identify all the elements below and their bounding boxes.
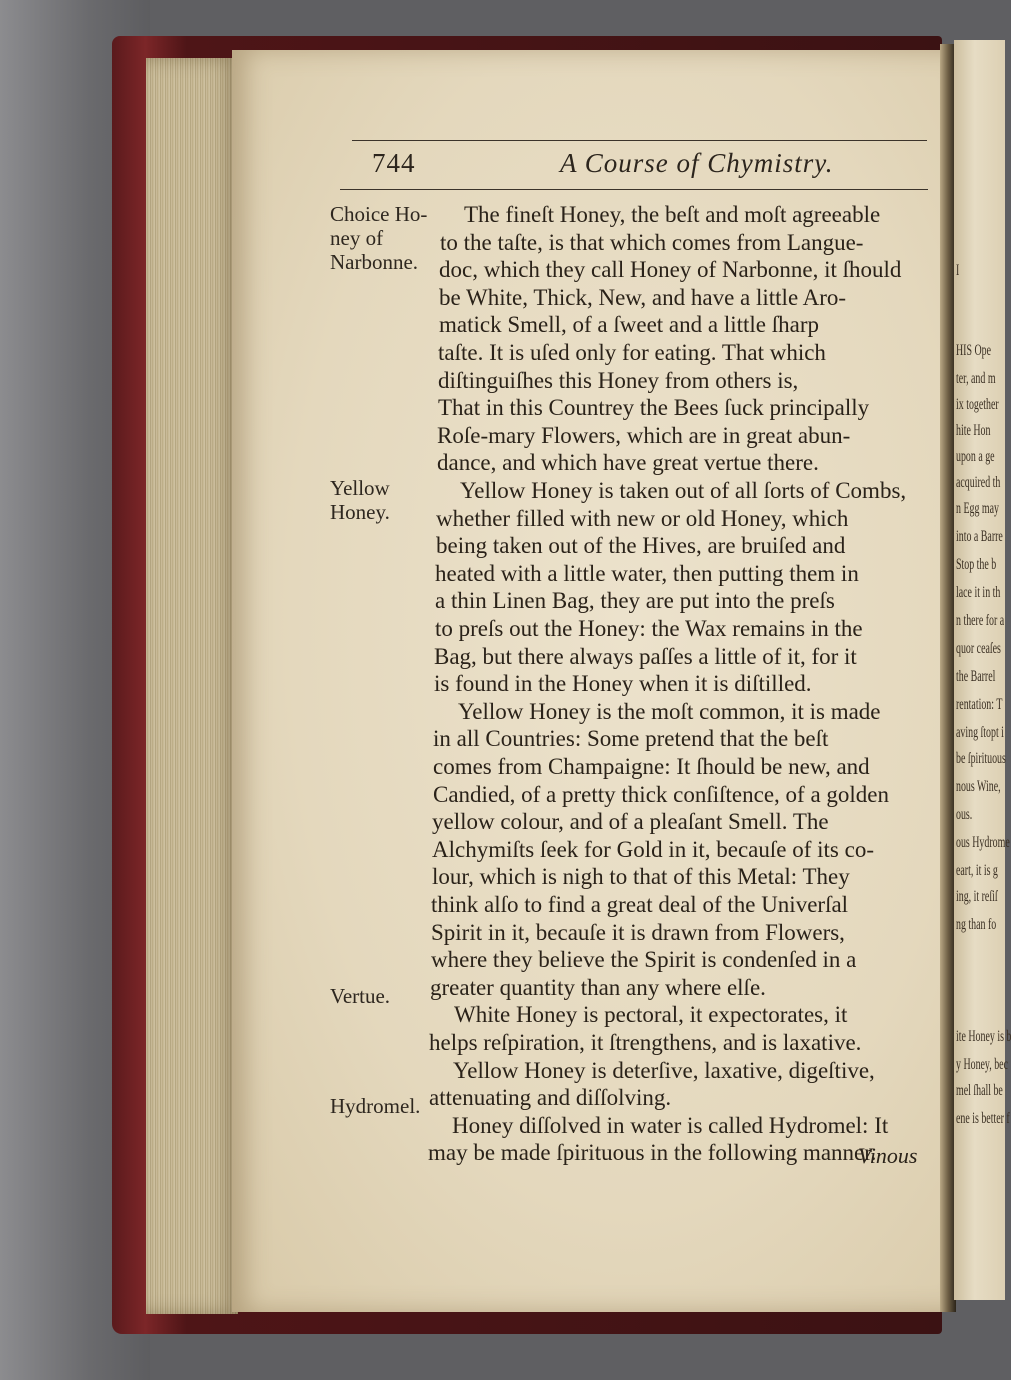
margin-note-line: Honey. <box>330 500 390 524</box>
body-line: comes from Champaigne: It ſhould be new, and <box>433 754 870 779</box>
body-line: think alſo to find a great deal of the Univerſal <box>431 892 849 917</box>
body-line: dance, and which have great vertue there. <box>437 450 819 475</box>
body-line: attenuating and diſſolving. <box>429 1085 672 1110</box>
body-line: to the taſte, is that which comes from Langue- <box>440 230 864 255</box>
body-line: may be made ſpirituous in the following manner. <box>428 1140 877 1165</box>
facing-page-fragment: upon a ge <box>956 448 995 465</box>
facing-page-fragment: n Egg may <box>956 500 999 517</box>
margin-note-line: Yellow <box>330 476 390 500</box>
page-edges <box>146 58 238 1314</box>
facing-page-fragment: ene is better f <box>956 1110 1010 1127</box>
margin-note-line: Hydromel. <box>330 1094 421 1118</box>
facing-page-fragment: mel ſhall be <box>956 1082 1003 1099</box>
margin-note-line: ney of <box>330 226 384 250</box>
body-line: doc, which they call Honey of Narbonne, it ſhould <box>439 257 902 282</box>
body-line: Roſe-mary Flowers, which are in great abun- <box>437 423 851 448</box>
body-line: That in this Countrey the Bees ſuck principally <box>438 395 870 420</box>
body-line: Honey diſſolved in water is called Hydromel: It <box>452 1113 889 1138</box>
margin-note-line: Vertue. <box>330 984 391 1008</box>
body-line: whether filled with new or old Honey, which <box>436 506 849 531</box>
page-number: 744 <box>372 148 416 178</box>
facing-page-fragment: ite Honey is b <box>956 1028 1011 1045</box>
facing-page <box>954 40 1011 1300</box>
body-line: Candied, of a pretty thick conſiſtence, of a golden <box>433 782 890 807</box>
margin-note-line: Narbonne. <box>330 250 419 274</box>
facing-page-fragment: quor ceaſes <box>956 640 1001 657</box>
facing-page-fragment: ous Hydrome <box>956 834 1010 851</box>
facing-page-fragment: ing, it reſiſ <box>956 888 998 905</box>
body-line: White Honey is pectoral, it expectorates, it <box>454 1002 848 1027</box>
facing-page-fragment: HIS Ope <box>956 342 991 359</box>
facing-page-fragment: aving ſtopt i <box>956 724 1004 741</box>
facing-page-fragment: lace it in th <box>956 584 1001 601</box>
margin-note-vertue <box>330 984 440 1008</box>
body-line: Yellow Honey is taken out of all ſorts of Combs, <box>460 478 907 503</box>
body-line: is found in the Honey when it is diſtilled. <box>434 671 812 696</box>
body-line: Spirit in it, becauſe it is drawn from Flowers, <box>431 920 845 945</box>
body-line: Yellow Honey is the moſt common, it is made <box>458 699 881 724</box>
facing-page-fragment: acquired th <box>956 474 1001 491</box>
facing-page-fragment: hite Hon <box>956 422 991 439</box>
body-line: heated with a little water, then putting them in <box>435 561 859 586</box>
running-head: A Course of Chymistry. <box>560 148 834 178</box>
body-line: The fineſt Honey, the beſt and moſt agreeable <box>464 202 881 227</box>
body-line: Bag, but there always paſſes a little of it, for it <box>434 644 857 669</box>
body-line: being taken out of the Hives, are bruiſed and <box>436 533 846 558</box>
body-line: diſtinguiſhes this Honey from others is, <box>438 368 799 393</box>
facing-page-fragment: I <box>956 262 960 279</box>
facing-page-fragment: ng than fo <box>956 916 997 933</box>
body-line: yellow colour, and of a pleaſant Smell. The <box>432 809 829 834</box>
facing-page-fragment: Stop the b <box>956 556 997 573</box>
facing-page-fragment: ous. <box>956 806 973 823</box>
body-line: where they believe the Spirit is condenſed in a <box>431 947 857 972</box>
header-rule-bottom <box>340 189 928 190</box>
body-line: lour, which is nigh to that of this Metal: They <box>432 864 850 889</box>
body-line: helps reſpiration, it ſtrengthens, and is laxative. <box>429 1030 862 1055</box>
facing-page-fragment: ter, and m <box>956 370 996 387</box>
facing-page-fragment: n there for a <box>956 612 1005 629</box>
body-line: greater quantity than any where elſe. <box>430 975 766 1000</box>
facing-page-fragment: the Barrel <box>956 668 996 685</box>
margin-note-hydromel <box>330 1094 440 1118</box>
margin-note-line: Choice Ho- <box>330 202 428 226</box>
facing-page-fragment: ix together <box>956 396 999 413</box>
body-line: Yellow Honey is deterſive, laxative, digeſtive, <box>453 1058 875 1083</box>
facing-page-fragment: into a Barre <box>956 528 1003 545</box>
body-line: a thin Linen Bag, they are put into the preſs <box>435 588 835 613</box>
margin-note-yellow-honey <box>330 476 440 524</box>
facing-page-fragment: rentation: T <box>956 696 1003 713</box>
facing-page-fragment: be ſpirituous <box>956 750 1006 767</box>
body-line: to preſs out the Honey: the Wax remains in the <box>435 616 863 641</box>
margin-note-choice-honey <box>330 202 440 274</box>
body-line: be White, Thick, New, and have a little Aro- <box>439 285 847 310</box>
body-line: in all Countries: Some pretend that the beſt <box>433 726 829 751</box>
body-line: Alchymiſts ſeek for Gold in it, becauſe of its co- <box>432 837 874 862</box>
catchword: Vinous <box>858 1143 918 1168</box>
body-line: matick Smell, of a ſweet and a little ſharp <box>439 312 820 337</box>
facing-page-fragment: y Honey, bec <box>956 1056 1008 1073</box>
facing-page-fragment: nous Wine, <box>956 778 1001 795</box>
header-rule-top <box>352 140 927 141</box>
facing-page-fragment: eart, it is g <box>956 862 998 879</box>
body-line: taſte. It is uſed only for eating. That which <box>438 340 826 365</box>
